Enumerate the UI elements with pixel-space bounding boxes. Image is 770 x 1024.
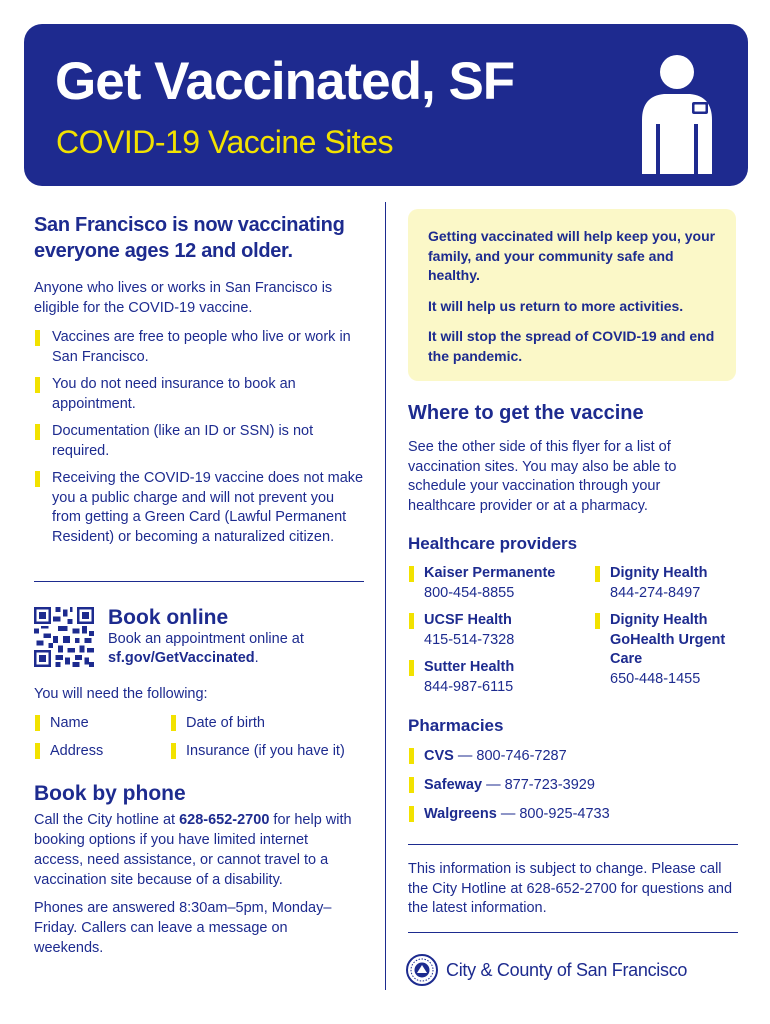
list-item: You do not need insurance to book an appointment. xyxy=(34,375,364,414)
provider-item xyxy=(408,564,588,603)
pharmacy-separator: — xyxy=(453,748,477,764)
provider-phone[interactable]: 800-454-8855 xyxy=(424,584,515,601)
requirement-item: Date of birth xyxy=(170,714,265,732)
provider-phone[interactable]: 844-987-6115 xyxy=(424,678,514,695)
provider-phone[interactable]: 844-274-8497 xyxy=(610,584,701,601)
header-banner xyxy=(24,24,748,186)
phone-text-prefix: Call the City hotline at xyxy=(34,812,180,828)
provider-name: Dignity Health xyxy=(610,565,708,581)
book-online-text xyxy=(108,630,358,668)
pharmacy-phone[interactable]: 877-723-3929 xyxy=(504,777,595,793)
qr-code-icon[interactable] xyxy=(34,607,94,667)
vaccine-link[interactable]: sf.gov/GetVaccinated xyxy=(108,650,255,666)
benefits-callout xyxy=(408,209,736,381)
benefit-text: It will stop the spread of COVID-19 and end the pandemic. xyxy=(428,328,715,364)
pharmacy-phone[interactable]: 800-925-4733 xyxy=(519,806,610,822)
eligibility-text: Anyone who lives or works in San Francisco is eligible for the COVID-19 vaccine. xyxy=(34,280,333,316)
book-by-phone-heading: Book by phone xyxy=(34,782,186,805)
pharmacy-item xyxy=(408,747,567,766)
provider-name: Kaiser Permanente xyxy=(424,565,556,581)
pharmacy-phone[interactable]: 800-746-7287 xyxy=(476,748,567,764)
page-subtitle: COVID-19 Vaccine Sites xyxy=(56,124,393,160)
pharmacy-separator: — xyxy=(496,806,520,822)
provider-item xyxy=(594,564,734,603)
requirements-intro: You will need the following: xyxy=(34,686,208,702)
book-online-heading: Book online xyxy=(108,606,229,629)
left-column xyxy=(34,212,364,555)
section-divider xyxy=(408,932,738,933)
pharmacy-separator: — xyxy=(482,777,505,793)
benefit-text: Getting vaccinated will help keep you, your family, and your community safe and healthy. xyxy=(428,228,716,283)
vaccinated-person-icon xyxy=(632,50,722,178)
list-item: Vaccines are free to people who live or work in San Francisco. xyxy=(34,328,364,367)
pharmacy-item xyxy=(408,805,610,824)
provider-item xyxy=(408,611,588,650)
provider-name: Dignity Health GoHealth Urgent Care xyxy=(610,612,726,667)
pharmacies-heading: Pharmacies xyxy=(408,716,504,735)
where-heading: Where to get the vaccine xyxy=(408,402,644,424)
column-divider xyxy=(385,202,386,990)
where-text: See the other side of this flyer for a list of vaccination sites. You may also be able to schedule your vaccination through your healthcare provider or at a pharmacy. xyxy=(408,439,677,514)
phone-booking-text xyxy=(34,810,354,890)
provider-item xyxy=(408,658,588,697)
pharmacy-name: CVS xyxy=(424,748,454,764)
phone-hours-text: Phones are answered 8:30am–5pm, Monday–Friday. Callers can leave a message on weekends. xyxy=(34,900,332,956)
section-divider xyxy=(34,581,364,582)
list-item: Documentation (like an ID or SSN) is not required. xyxy=(34,422,364,461)
provider-phone[interactable]: 650-448-1455 xyxy=(610,670,701,687)
provider-phone[interactable]: 415-514-7328 xyxy=(424,631,515,648)
list-item: Receiving the COVID-19 vaccine does not make you a public charge and will not prevent you from getting a Green Card (Lawful Permanent Resident) or becoming a naturalized citizen. xyxy=(34,469,364,547)
benefit-text: It will help us return to more activities. xyxy=(428,297,684,314)
city-seal-icon xyxy=(406,954,438,986)
provider-name: UCSF Health xyxy=(424,612,512,628)
requirement-item: Name xyxy=(34,714,89,732)
requirement-item: Insurance (if you have it) xyxy=(170,742,345,760)
phone-text-suffix: for help with booking options if you have limited internet access, need assistance, or cannot travel to a vaccination site because of a disability. xyxy=(34,812,352,888)
link-suffix: . xyxy=(254,650,259,666)
pharmacy-name: Walgreens xyxy=(424,806,497,822)
hotline-phone[interactable]: 628-652-2700 xyxy=(179,812,270,828)
requirement-item: Address xyxy=(34,742,103,760)
provider-item xyxy=(594,611,734,689)
pharmacy-item xyxy=(408,776,595,795)
section-divider xyxy=(408,844,738,845)
page-title: Get Vaccinated, SF xyxy=(55,52,515,111)
provider-name: Sutter Health xyxy=(424,659,515,675)
pharmacy-name: Safeway xyxy=(424,777,483,793)
disclaimer-text: This information is subject to change. Please call the City Hotline at 628-652-2700 for questions and the latest information. xyxy=(408,861,733,916)
eligibility-list xyxy=(34,328,364,547)
city-name: City & County of San Francisco xyxy=(446,960,688,980)
book-online-description: Book an appointment online at xyxy=(108,631,304,647)
healthcare-heading: Healthcare providers xyxy=(408,534,578,553)
lead-heading: San Francisco is now vaccinating everyone ages 12 and older. xyxy=(34,214,345,262)
